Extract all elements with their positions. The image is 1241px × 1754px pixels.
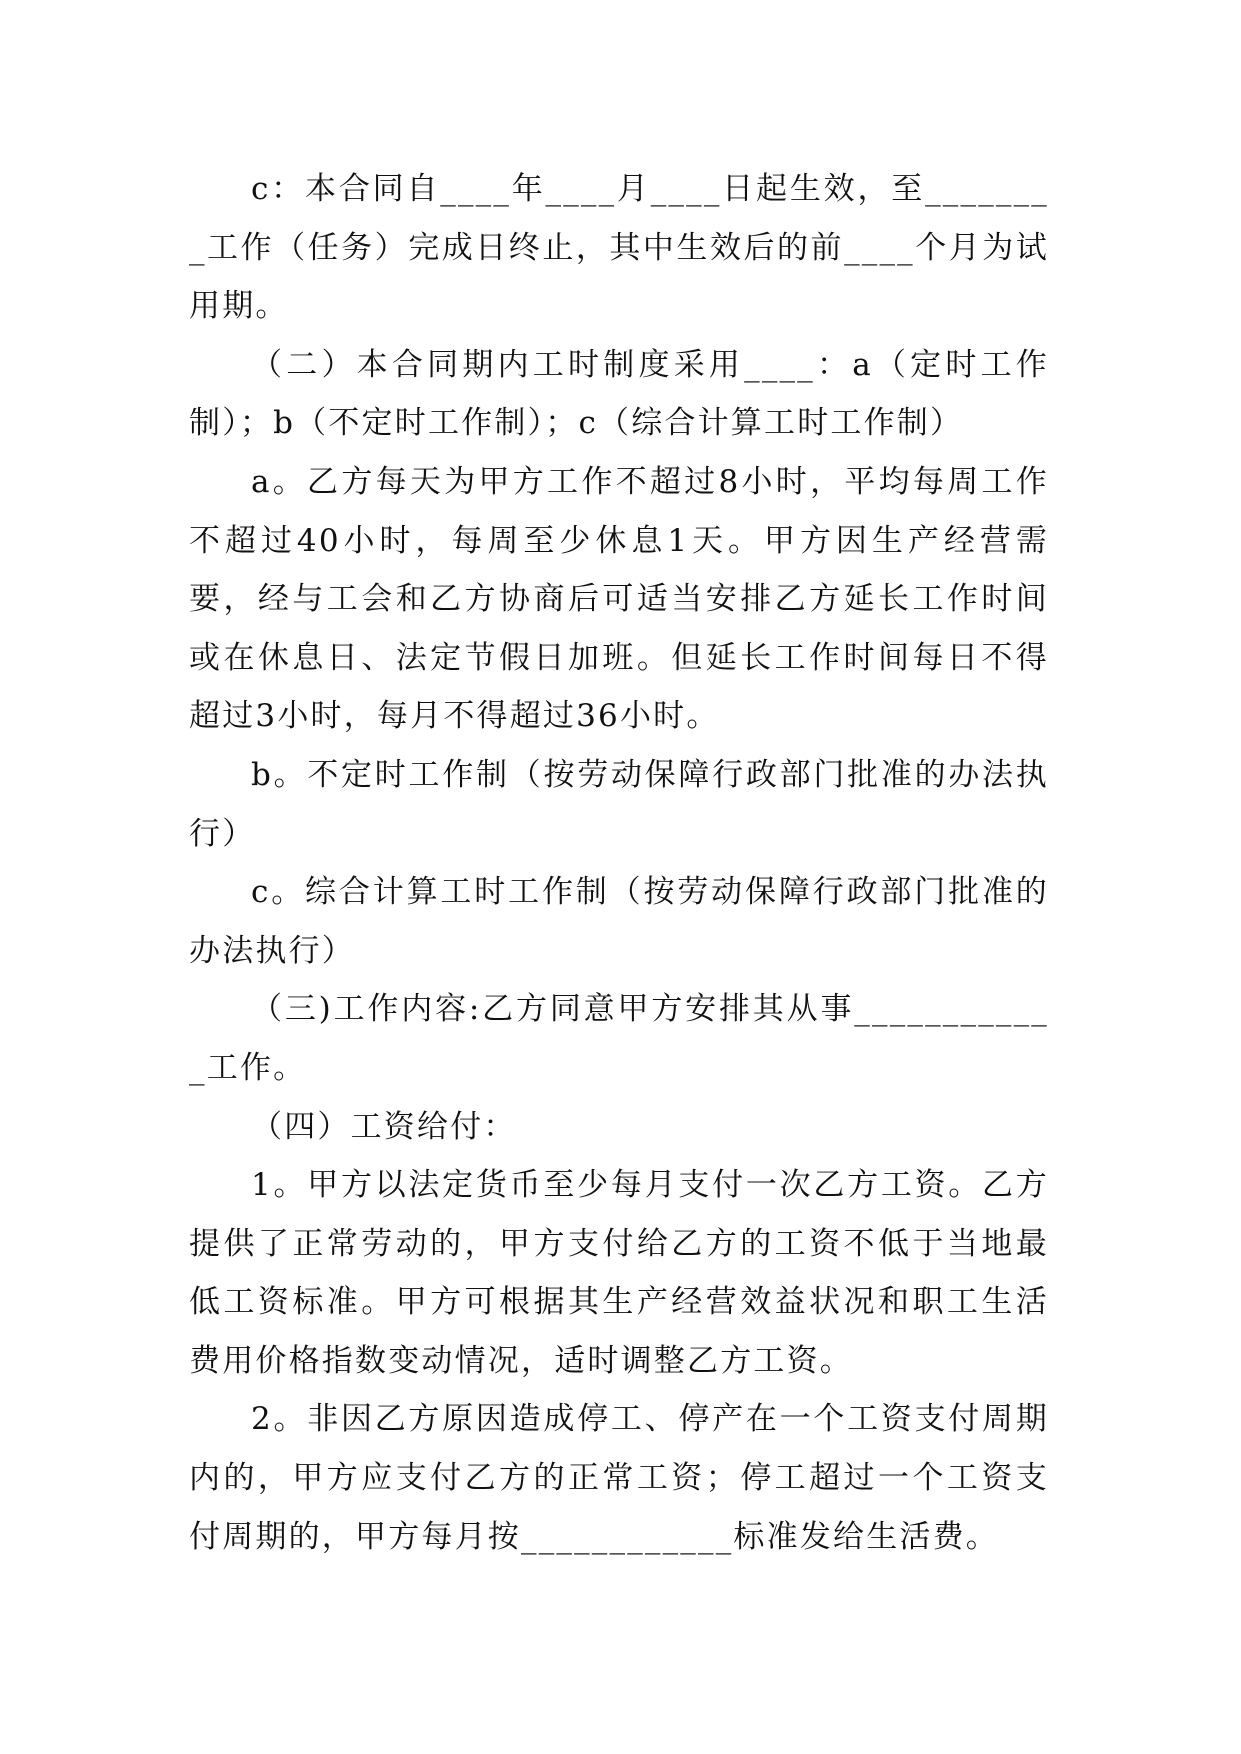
paragraph-comprehensive-hours: c。综合计算工时工作制（按劳动保障行政部门批准的办法执行） xyxy=(189,874,1049,969)
paragraph-wage-heading: （四）工资给付： xyxy=(251,1108,517,1145)
paragraph-flexible-hours: b。不定时工作制（按劳动保障行政部门批准的办法执行） xyxy=(189,756,1049,852)
paragraph-contract-effective-date: c：本合同自____年____月____日起生效，至________工作（任务）完成日终止，其中生效后的前____个月为试用期。 xyxy=(189,171,1049,325)
paragraph-work-content: （三)工作内容:乙方同意甲方安排其从事____________工作。 xyxy=(189,991,1049,1086)
paragraph-work-stoppage: 2。非因乙方原因造成停工、停产在一个工资支付周期内的，甲方应支付乙方的正常工资；停工超过一个工资支付周期的，甲方每月按____________标准发给生活费。 xyxy=(189,1401,1049,1555)
paragraph-fixed-hours: a。乙方每天为甲方工作不超过8小时，平均每周工作不超过40小时，每周至少休息1天。甲方因生产经营需要，经与工会和乙方协商后可适当安排乙方延长工作时间或在休息日、法定节假日加班。但延长工作时间每日不得超过3小时，每月不得超过36小时。 xyxy=(189,463,1049,735)
document-body xyxy=(189,160,1049,1566)
paragraph-wage-payment: 1。甲方以法定货币至少每月支付一次乙方工资。乙方提供了正常劳动的，甲方支付给乙方的工资不低于当地最低工资标准。甲方可根据其生产经营效益状况和职工生活费用价格指数变动情况，适时调整乙方工资。 xyxy=(189,1167,1049,1379)
paragraph-working-hours-system: （二）本合同期内工时制度采用____：a（定时工作制）；b（不定时工作制）；c（综合计算工时工作制） xyxy=(189,346,1049,442)
